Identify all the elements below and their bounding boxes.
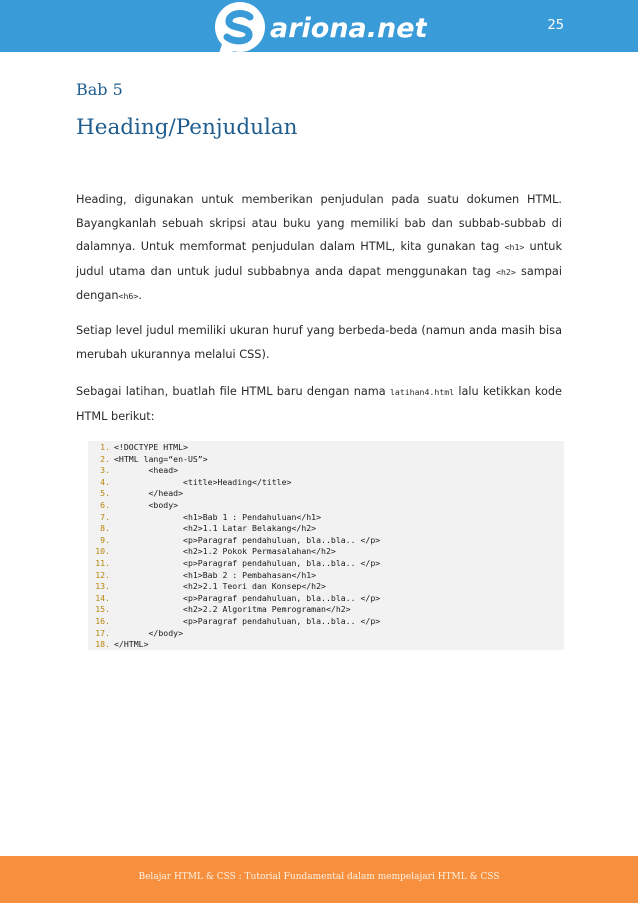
code-text: <title>Heading</title> [114,476,292,487]
code-text: <p>Paragraf pendahuluan, bla..bla.. </p> [114,615,381,626]
code-line [88,454,564,466]
intro-text-c: sampai dengan [76,264,562,303]
line-number: 1. [100,442,110,452]
code-line [88,628,564,640]
line-number: 3. [100,465,110,476]
page-footer [0,856,638,903]
intro-paragraph [76,188,562,309]
code-line [88,616,564,628]
code-line [88,558,564,570]
line-number: 16. [95,615,110,626]
code-line [88,593,564,605]
code-line [88,639,564,651]
line-number: 9. [100,534,110,545]
chapter-label: Bab 5 [76,80,123,99]
code-text: <h2>2.2 Algoritma Pemrograman</h2> [114,604,351,615]
code-text: </head> [114,488,184,499]
code-text: <h2>1.2 Pokok Permasalahan</h2> [114,546,336,557]
code-text: <h1>Bab 1 : Pendahuluan</h1> [114,511,322,522]
code-text: <h2>1.1 Latar Belakang</h2> [114,523,317,534]
code-line [88,546,564,558]
code-line [88,500,564,512]
code-text: <head> [114,465,179,476]
line-number: 14. [95,592,110,603]
intro-text-d: . [138,289,142,303]
page-number: 25 [547,18,564,33]
svg-text:ariona.net: ariona.net [270,13,427,44]
line-number: 5. [100,488,110,499]
intro-text-b: untuk judul utama dan untuk judul subbabnya anda dapat menggunakan tag [76,240,563,278]
line-number: 17. [95,627,110,638]
line-number: 13. [95,581,110,592]
code-line [88,512,564,524]
code-text: <!DOCTYPE HTML> [114,442,188,452]
code-text: <p>Paragraf pendahuluan, bla..bla.. </p> [114,557,381,568]
code-text: <p>Paragraf pendahuluan, bla..bla.. </p> [114,534,381,545]
tag-h2: <h2> [496,266,516,277]
page-title: Heading/Penjudulan [76,115,298,140]
size-paragraph: Setiap level judul memiliki ukuran huruf yang berbeda-beda (namun anda masih bisa merubah ukurannya melalui CSS). [76,324,562,361]
line-number: 8. [100,523,110,534]
code-line [88,442,564,454]
code-line [88,477,564,489]
line-number: 4. [100,476,110,487]
line-number: 10. [95,546,110,557]
intro-text-a: Heading, digunakan untuk memberikan penjudulan pada suatu dokumen HTML. Bayangkanlah sebuah skripsi atau buku yang memiliki bab dan subbab-subbab di dalamnya. Untuk memformat penjudulan dalam HTML, kita gunakan tag [76,193,562,254]
line-number: 6. [100,499,110,510]
line-number: 11. [95,557,110,568]
line-number: 2. [100,453,110,464]
code-line [88,570,564,582]
line-number: 15. [95,604,110,615]
filename: latihan4.html [389,387,455,397]
code-line [88,523,564,535]
code-text: <h1>Bab 2 : Pembahasan</h1> [114,569,317,580]
exercise-paragraph [76,380,562,428]
ariona-logo [212,0,427,62]
line-number: 12. [95,569,110,580]
code-line [88,604,564,616]
code-line [88,581,564,593]
code-line [88,488,564,500]
exercise-text-b: lalu ketikkan kode HTML berikut: [76,385,562,423]
code-line [88,535,564,547]
line-number: 7. [100,511,110,522]
tag-h1: <h1> [504,242,525,253]
code-text: <body> [114,499,179,510]
code-text: </HTML> [114,639,149,650]
code-text: <HTML lang=“en-US”> [114,453,208,464]
line-number: 18. [95,639,110,650]
code-text: <h2>2.1 Teori dan Konsep</h2> [114,581,326,592]
code-block [88,441,564,650]
code-text: </body> [114,627,184,638]
footer-text: Belajar HTML & CSS : Tutorial Fundamental dalam mempelajari HTML & CSS [138,872,500,882]
tag-h6: <h6> [118,291,139,302]
code-text: <p>Paragraf pendahuluan, bla..bla.. </p> [114,592,381,603]
page-header [0,0,638,52]
code-line [88,465,564,477]
exercise-text-a: Sebagai latihan, buatlah file HTML baru dengan nama [76,385,390,398]
